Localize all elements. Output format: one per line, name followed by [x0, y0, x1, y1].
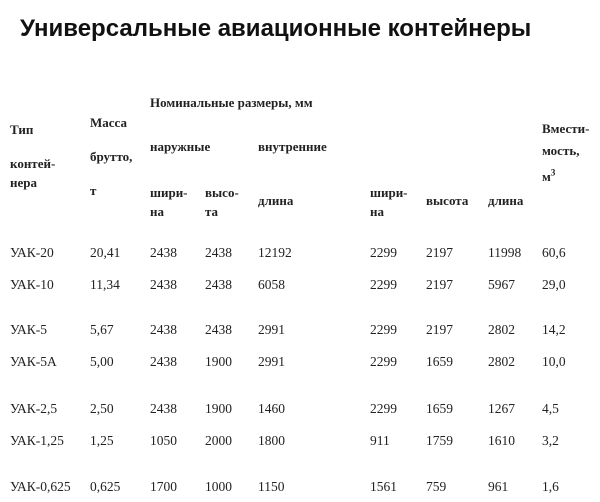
cell-outer-height: 2438: [205, 277, 232, 292]
cell-outer-length: 1150: [258, 479, 285, 494]
cell-inner-length: 11998: [488, 245, 522, 260]
header-outer: наружные: [150, 139, 211, 154]
header-inner-width: [370, 183, 408, 221]
cell-inner-length: 1267: [488, 401, 515, 416]
cell-outer-length: 12192: [258, 245, 292, 260]
cell-inner-height: 759: [426, 479, 447, 494]
cell-outer-length: 2991: [258, 322, 285, 337]
cell-inner-height: 1659: [426, 354, 453, 369]
header-mass-line2: брутто,: [90, 149, 133, 164]
cell-inner-width: 2299: [370, 354, 397, 369]
cell-inner-height: 2197: [426, 322, 453, 337]
cell-outer-height: 2438: [205, 322, 232, 337]
cell-inner-length: 2802: [488, 354, 515, 369]
cell-inner-length: 1610: [488, 433, 515, 448]
cell-inner-height: 2197: [426, 245, 453, 260]
page-title: Универсальные авиационные контейнеры: [20, 15, 532, 42]
cell-outer-height: 1900: [205, 354, 232, 369]
header-type: [10, 120, 33, 139]
cell-inner-height: 1659: [426, 401, 453, 416]
cell-inner-height: 1759: [426, 433, 453, 448]
header-inner-length: длина: [488, 193, 524, 208]
cell-type: УАК-5: [10, 322, 47, 337]
header-type-cont: [10, 154, 55, 192]
header-capacity: [542, 118, 589, 188]
cell-outer-height: 1000: [205, 479, 232, 494]
header-mass-line3: т: [90, 183, 97, 198]
cell-mass: 5,67: [90, 322, 114, 337]
cell-capacity: 14,2: [542, 322, 566, 337]
cell-type: УАК-10: [10, 277, 54, 292]
cell-inner-width: 2299: [370, 401, 397, 416]
header-type-line1: Тип: [10, 122, 34, 137]
cell-type: УАК-2,5: [10, 401, 58, 416]
cell-capacity: 60,6: [542, 245, 566, 260]
cell-type: УАК-0,625: [10, 479, 71, 494]
cell-type: УАК-1,25: [10, 433, 64, 448]
header-type-line2: контей-: [10, 156, 56, 171]
cell-mass: 0,625: [90, 479, 121, 494]
cell-mass: 1,25: [90, 433, 114, 448]
cell-inner-width: 1561: [370, 479, 397, 494]
cell-outer-width: 2438: [150, 354, 177, 369]
cell-inner-length: 961: [488, 479, 509, 494]
header-mass: [90, 112, 132, 202]
cell-mass: 2,50: [90, 401, 114, 416]
header-outer-height: [205, 183, 239, 221]
cell-mass: 5,00: [90, 354, 114, 369]
cell-outer-height: 1900: [205, 401, 232, 416]
cell-type: УАК-20: [10, 245, 54, 260]
cell-outer-height: 2000: [205, 433, 232, 448]
cell-capacity: 10,0: [542, 354, 566, 369]
header-inner-height: высота: [426, 193, 469, 208]
header-outer-width: [150, 183, 188, 221]
header-outer-width-2: на: [150, 204, 164, 219]
cell-outer-length: 6058: [258, 277, 285, 292]
cell-outer-width: 1050: [150, 433, 177, 448]
cell-outer-length: 1800: [258, 433, 285, 448]
cell-inner-height: 2197: [426, 277, 453, 292]
header-capacity-line2: мость,: [542, 143, 580, 158]
header-type-line3: нера: [10, 175, 37, 190]
cell-outer-width: 1700: [150, 479, 177, 494]
cell-outer-height: 2438: [205, 245, 232, 260]
cell-inner-length: 2802: [488, 322, 515, 337]
cell-mass: 20,41: [90, 245, 121, 260]
header-nominal: Номинальные размеры, мм: [150, 95, 313, 110]
cell-mass: 11,34: [90, 277, 120, 292]
cell-capacity: 29,0: [542, 277, 566, 292]
header-capacity-line1: Вмести-: [542, 121, 590, 136]
header-outer-length: длина: [258, 193, 294, 208]
cell-inner-width: 911: [370, 433, 390, 448]
cell-outer-width: 2438: [150, 401, 177, 416]
header-capacity-exp: 3: [550, 167, 556, 178]
cell-outer-length: 1460: [258, 401, 285, 416]
cell-inner-width: 2299: [370, 322, 397, 337]
cell-outer-width: 2438: [150, 322, 177, 337]
header-mass-line1: Масса: [90, 115, 127, 130]
header-capacity-unit: [542, 166, 589, 188]
cell-outer-length: 2991: [258, 354, 285, 369]
cell-outer-width: 2438: [150, 245, 177, 260]
header-outer-width-1: шири-: [150, 185, 188, 200]
cell-outer-width: 2438: [150, 277, 177, 292]
cell-capacity: 3,2: [542, 433, 559, 448]
header-inner-width-1: шири-: [370, 185, 408, 200]
cell-inner-length: 5967: [488, 277, 515, 292]
cell-inner-width: 2299: [370, 245, 397, 260]
header-outer-height-1: высо-: [205, 185, 239, 200]
header-inner: внутренние: [258, 139, 327, 154]
cell-type: УАК-5А: [10, 354, 57, 369]
cell-capacity: 4,5: [542, 401, 559, 416]
header-capacity-unit-text: м: [542, 169, 551, 184]
header-outer-height-2: та: [205, 204, 219, 219]
cell-inner-width: 2299: [370, 277, 397, 292]
cell-capacity: 1,6: [542, 479, 559, 494]
header-inner-width-2: на: [370, 204, 384, 219]
